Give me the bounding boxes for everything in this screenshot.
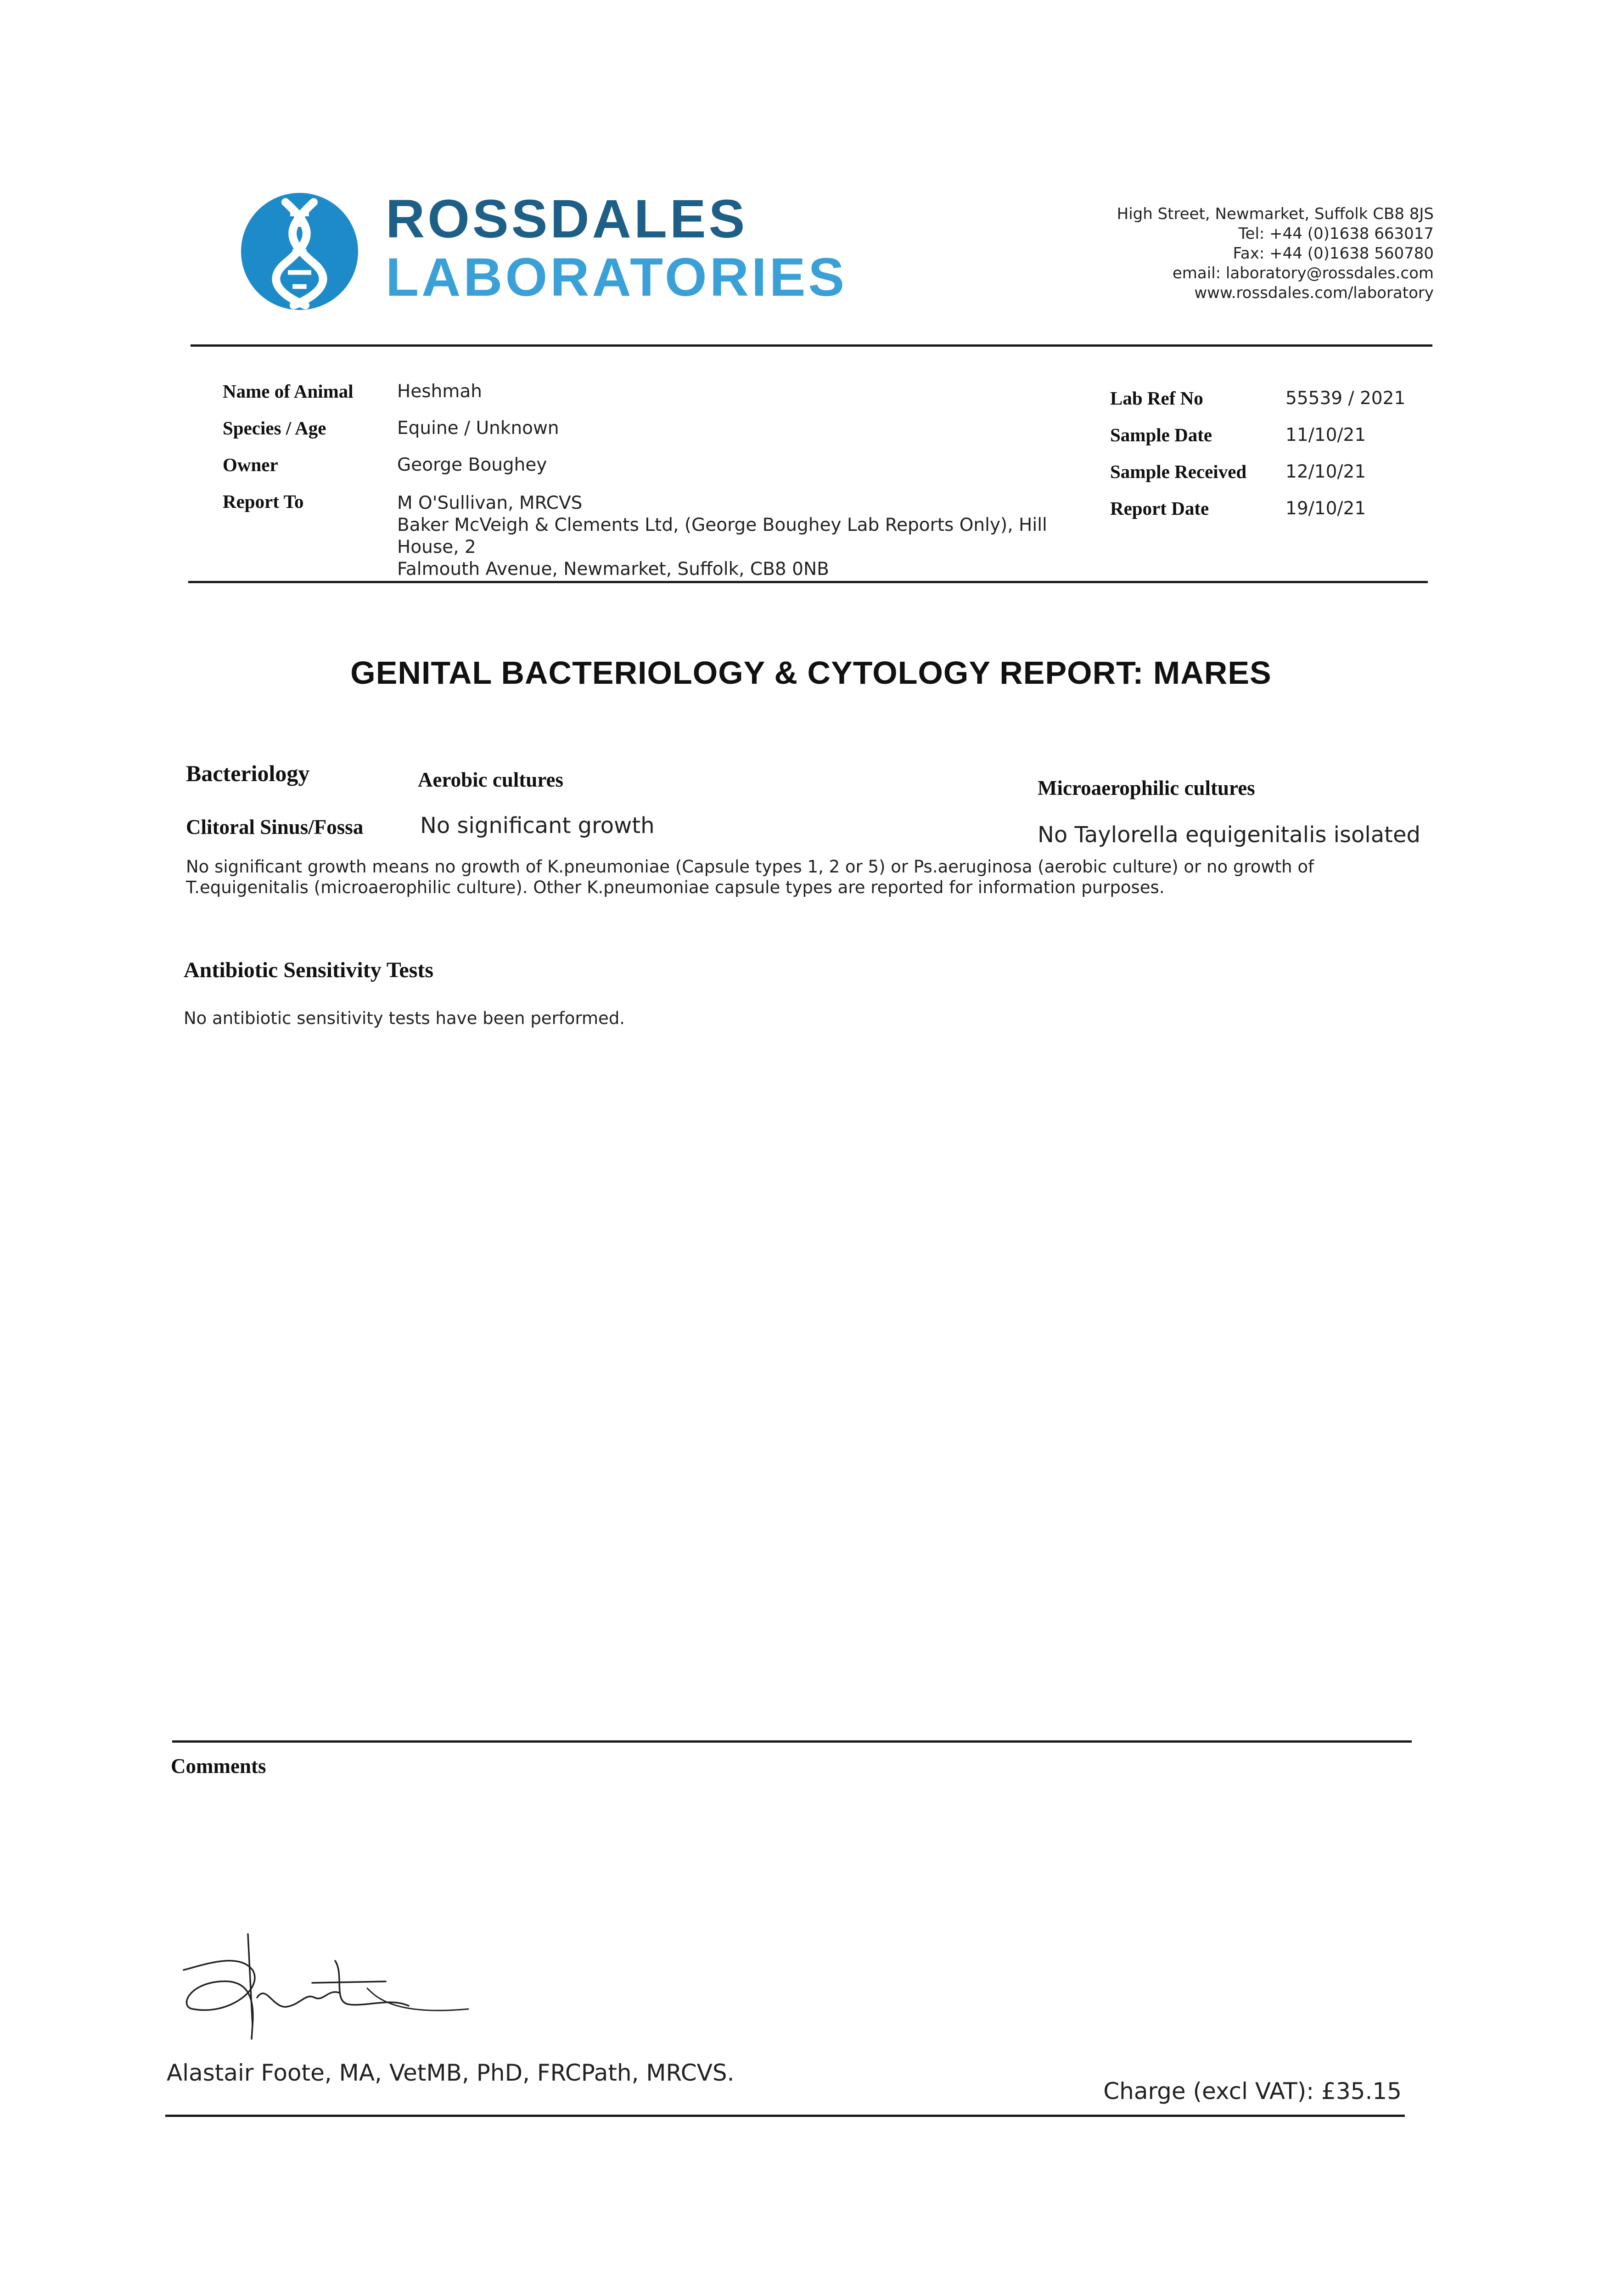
comments-rule — [172, 1740, 1412, 1743]
dna-logo-icon — [241, 193, 358, 310]
microaerophilic-heading: Microaerophilic cultures — [1038, 777, 1255, 799]
footer-rule — [165, 2115, 1405, 2117]
animal-name-label: Name of Animal — [223, 381, 354, 402]
report-to-label: Report To — [223, 491, 304, 512]
email-line: email: laboratory@rossdales.com — [1172, 264, 1434, 282]
lab-ref-value: 55539 / 2021 — [1285, 388, 1406, 409]
fax-line: Fax: +44 (0)1638 560780 — [1233, 244, 1434, 263]
charge-amount: Charge (excl VAT): £35.15 — [1103, 2078, 1402, 2105]
address-line: High Street, Newmarket, Suffolk CB8 8JS — [1117, 205, 1434, 223]
lab-address — [1117, 204, 1434, 303]
lab-name-line2: LABORATORIES — [386, 247, 847, 308]
website-line: www.rossdales.com/laboratory — [1194, 284, 1434, 302]
phone-line: Tel: +44 (0)1638 663017 — [1238, 225, 1434, 243]
sample-received-value: 12/10/21 — [1285, 461, 1366, 482]
report-date-value: 19/10/21 — [1285, 498, 1366, 519]
signer-name: Alastair Foote, MA, VetMB, PhD, FRCPath, MRCVS. — [167, 2060, 735, 2086]
species-age-value: Equine / Unknown — [397, 418, 559, 439]
sample-received-label: Sample Received — [1110, 461, 1247, 482]
signature-image — [174, 1929, 496, 2048]
dna-helix-icon — [241, 193, 358, 310]
owner-value: George Boughey — [397, 455, 547, 475]
bacteriology-heading: Bacteriology — [186, 760, 310, 786]
aerobic-result: No significant growth — [420, 813, 655, 838]
site-label: Clitoral Sinus/Fossa — [186, 816, 364, 838]
bacteriology-note: No significant growth means no growth of K.pneumoniae (Capsule types 1, 2 or 5) or Ps.aeruginosa (aerobic culture) or no growth of T.equigenitalis (microaerophilic culture). Other K.pneumoniae capsule types are reported for information purposes. — [186, 857, 1314, 897]
sample-date-label: Sample Date — [1110, 424, 1212, 445]
owner-label: Owner — [223, 454, 278, 475]
antibiotic-text: No antibiotic sensitivity tests have been performed. — [184, 1008, 625, 1028]
sample-date-value: 11/10/21 — [1285, 425, 1366, 445]
species-age-label: Species / Age — [223, 417, 326, 439]
comments-heading: Comments — [171, 1755, 266, 1778]
report-to-value: M O'Sullivan, MRCVS Baker McVeigh & Clements Ltd, (George Boughey Lab Reports Only), Hill House, 2 Falmouth Avenue, Newmarket, Suffolk, CB8 0NB — [397, 493, 1047, 580]
report-title: GENITAL BACTERIOLOGY & CYTOLOGY REPORT: MARES — [350, 655, 1272, 691]
lab-ref-label: Lab Ref No — [1110, 388, 1203, 409]
antibiotic-heading: Antibiotic Sensitivity Tests — [184, 958, 434, 982]
animal-name-value: Heshmah — [397, 381, 482, 402]
microaerophilic-result: No Taylorella equigenitalis isolated — [1038, 822, 1420, 848]
lab-name-line1: ROSSDALES — [386, 189, 748, 249]
info-rule — [188, 581, 1428, 583]
header-rule — [191, 344, 1432, 347]
aerobic-heading: Aerobic cultures — [418, 768, 564, 791]
report-date-label: Report Date — [1110, 498, 1209, 519]
